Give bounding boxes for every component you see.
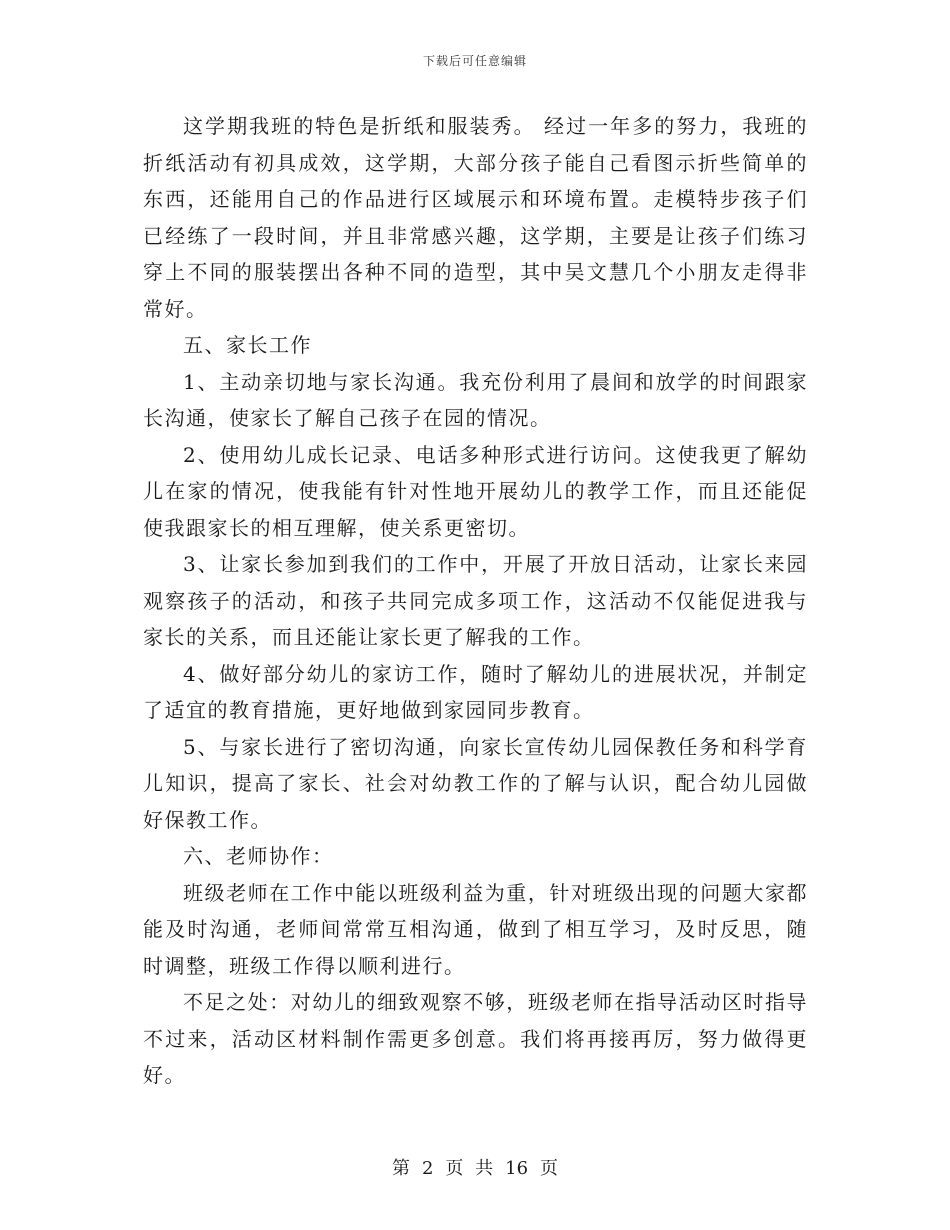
paragraph-item-3: 3、让家长参加到我们的工作中，开展了开放日活动，让家长来园观察孩子的活动，和孩子共同完成多项工作，这活动不仅能促进我与家长的关系，而且还能让家长更了解我的工作。 bbox=[143, 552, 808, 649]
paragraph-teacher-cooperation: 班级老师在工作中能以班级利益为重，针对班级出现的问题大家都能及时沟通，老师间常常互相沟通，做到了相互学习，及时反思，随时调整，班级工作得以顺利进行。 bbox=[143, 880, 808, 978]
paragraph-class-feature: 这学期我班的特色是折纸和服装秀。 经过一年多的努力，我班的折纸活动有初具成效，这学期，大部分孩子能自己看图示折些简单的东西，还能用自己的作品进行区域展示和环境布置。走模特步孩子们已经练了一段时间，并且非常感兴趣，这学期，主要是让孩子们练习穿上不同的服装摆出各种不同的造型，其中吴文慧几个小朋友走得非常好。 bbox=[143, 114, 808, 321]
page-footer bbox=[0, 1154, 950, 1180]
section-heading-teacher-cooperation: 六、老师协作： bbox=[183, 844, 334, 868]
paragraph-item-5: 5、与家长进行了密切沟通，向家长宣传幼儿园保教任务和科学育儿知识，提高了家长、社会对幼教工作的了解与认识，配合幼儿园做好保教工作。 bbox=[143, 734, 808, 832]
paragraph-item-1: 1、主动亲切地与家长沟通。我充份利用了晨间和放学的时间跟家长沟通，使家长了解自己孩子在园的情况。 bbox=[143, 369, 808, 430]
paragraph-item-2: 2、使用幼儿成长记录、电话多种形式进行访问。这使我更了解幼儿在家的情况，使我能有针对性地开展幼儿的教学工作，而且还能促使我跟家长的相互理解，使关系更密切。 bbox=[143, 442, 808, 540]
section-heading-parent-work: 五、家长工作 bbox=[183, 333, 312, 357]
document-body bbox=[143, 108, 808, 1094]
footer-total-pages: 16 bbox=[505, 1158, 529, 1179]
paragraph-shortcomings: 不足之处：对幼儿的细致观察不够，班级老师在指导活动区时指导不过来，活动区材料制作需更多创意。我们将再接再厉，努力做得更好。 bbox=[143, 990, 808, 1087]
page-header: 下载后可任意编辑 bbox=[422, 54, 527, 68]
footer-prefix: 第 bbox=[391, 1158, 410, 1179]
footer-suffix: 页 bbox=[540, 1158, 559, 1179]
footer-middle: 页 共 bbox=[445, 1158, 494, 1179]
footer-page-number: 2 bbox=[421, 1158, 434, 1179]
paragraph-item-4: 4、做好部分幼儿的家访工作，随时了解幼儿的进展状况，并制定了适宜的教育措施，更好地做到家园同步教育。 bbox=[143, 661, 808, 722]
